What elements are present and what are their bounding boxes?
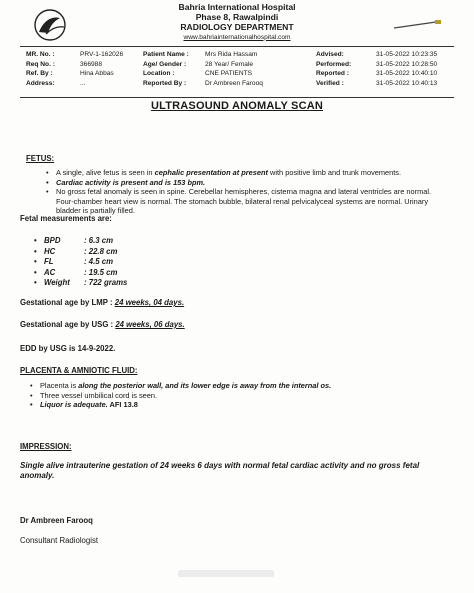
impression-heading: IMPRESSION:	[20, 442, 72, 451]
edd-label: EDD by USG is	[20, 344, 78, 353]
mr-value: PRV-1-162026	[80, 51, 124, 58]
patient-details-values	[205, 50, 263, 88]
measurement-row	[34, 257, 127, 268]
fetus-finding-presentation	[46, 168, 446, 178]
hospital-header	[0, 2, 474, 43]
measurement-key: • FL	[34, 257, 84, 268]
placenta-finding-position	[30, 381, 450, 391]
report-title-text: ULTRASOUND ANOMALY SCAN	[150, 100, 324, 112]
hospital-website: www.bahriainternationalhospital.com	[183, 33, 291, 41]
advised-value: 31-05-2022 10:23:35	[376, 51, 438, 58]
signatory-title: Consultant Radiologist	[20, 536, 99, 545]
ga-lmp-label: Gestational age by LMP :	[20, 298, 115, 307]
measurement-row	[34, 247, 127, 258]
ga-lmp-value: 24 weeks, 04 days.	[114, 298, 185, 307]
measurement-row	[34, 268, 127, 279]
ref-value: Hina Abbas	[80, 70, 114, 78]
ga-usg-value: 24 weeks, 06 days.	[115, 320, 185, 329]
age-gender-label: Age/ Gender :	[143, 60, 187, 68]
liquor-em: Liquor is adequate.	[40, 400, 108, 410]
fetus-presentation-pre: A single, alive fetus is seen in	[56, 168, 155, 177]
measurement-key: • BPD	[34, 236, 84, 247]
ref-label: Ref. By :	[26, 70, 53, 78]
req-value: 366988	[80, 60, 103, 68]
liquor-afi: AFI 13.8	[107, 400, 138, 410]
timestamps-values	[376, 50, 437, 88]
reported-label: Reported :	[316, 70, 349, 78]
measurements-heading: Fetal measurements are:	[20, 214, 112, 223]
patient-name-value: Mrs Rida Hassam	[205, 51, 258, 58]
performed-label: Performed:	[316, 60, 352, 68]
verified-value: 31-05-2022 10:40:13	[376, 79, 438, 87]
measurement-value: : 6.3 cm	[84, 236, 114, 245]
fetus-findings-list	[46, 168, 446, 216]
placenta-position-pre: Placenta is	[40, 381, 79, 390]
placenta-heading: PLACENTA & AMNIOTIC FLUID:	[20, 366, 138, 375]
measurement-key: • AC	[34, 268, 84, 279]
hospital-name: Bahria International Hospital	[178, 2, 296, 12]
patient-info-divider	[20, 97, 454, 98]
impression-text: Single alive intrauterine gestation of 24 weeks 6 days with normal fetal cardiac activity and no gross fetal anomaly.	[20, 461, 420, 481]
patient-name-label: Patient Name :	[143, 51, 189, 58]
fetus-presentation-post: with positive limb and trunk movements.	[267, 168, 402, 177]
reported-value: 31-05-2022 10:40:10	[376, 70, 438, 78]
measurement-row	[34, 278, 127, 289]
hospital-location: Phase 8, Rawalpindi	[195, 12, 279, 23]
req-label: Req No. :	[26, 60, 55, 68]
reported-by-label: Reported By :	[143, 79, 187, 87]
ga-usg-line	[20, 320, 185, 329]
placenta-findings-list	[30, 381, 450, 410]
placenta-position-em: along the posterior wall, and its lower edge is away from the internal os.	[78, 381, 332, 390]
measurement-key: • HC	[34, 247, 84, 258]
placenta-finding-liquor	[30, 400, 450, 410]
location-label: Location :	[143, 70, 175, 78]
patient-details-labels	[143, 50, 189, 88]
measurement-row	[34, 236, 127, 247]
edd-value: 14-9-2022.	[77, 344, 116, 353]
verified-label: Verified :	[316, 79, 344, 87]
measurement-value: : 22.8 cm	[84, 246, 118, 256]
patient-ids-values	[80, 50, 123, 88]
age-gender-value: 28 Year/ Female	[205, 60, 254, 68]
advised-label: Advised:	[316, 51, 344, 58]
performed-value: 31-05-2022 10:28:50	[376, 60, 438, 68]
signatory-name: Dr Ambreen Farooq	[20, 516, 93, 525]
edd-line	[20, 344, 115, 353]
header-divider	[20, 46, 454, 47]
measurement-value: : 722 grams	[84, 278, 128, 288]
ga-usg-label: Gestational age by USG :	[20, 320, 116, 329]
measurement-value: : 19.5 cm	[84, 267, 118, 277]
measurement-value: : 4.5 cm	[84, 257, 114, 267]
fetus-finding-anomaly: • No gross fetal anomaly is seen in spine. Cerebellar hemispheres, cisterna magna and lateral ventricles are normal. Four-chamber heart view is normal. The stomach bubble, bilateral renal pelvicalyceal systems are normal. Urinary bladder is partially filled.	[46, 187, 446, 216]
measurement-key: • Weight	[34, 278, 84, 289]
address-label: Address:	[26, 79, 55, 87]
footer-watermark	[178, 570, 274, 577]
timestamps-labels	[316, 50, 351, 88]
department-name: RADIOLOGY DEPARTMENT	[180, 22, 294, 33]
reported-by-value: Dr Ambreen Farooq	[205, 79, 263, 87]
mr-label: MR. No. :	[26, 51, 55, 58]
address-value: ...	[80, 79, 86, 87]
location-value: CNE PATIENTS	[205, 70, 253, 78]
ga-lmp-line	[20, 298, 184, 307]
fetus-presentation-em: cephalic presentation at present	[154, 168, 268, 177]
report-title	[0, 100, 474, 112]
fetus-heading: FETUS:	[26, 154, 55, 163]
patient-ids-labels	[26, 50, 55, 88]
fetus-finding-cardiac: • Cardiac activity is present and is 153 bpm.	[46, 178, 446, 188]
measurements-list	[34, 236, 127, 289]
placenta-finding-cord: • Three vessel umbilical cord is seen.	[30, 391, 450, 401]
